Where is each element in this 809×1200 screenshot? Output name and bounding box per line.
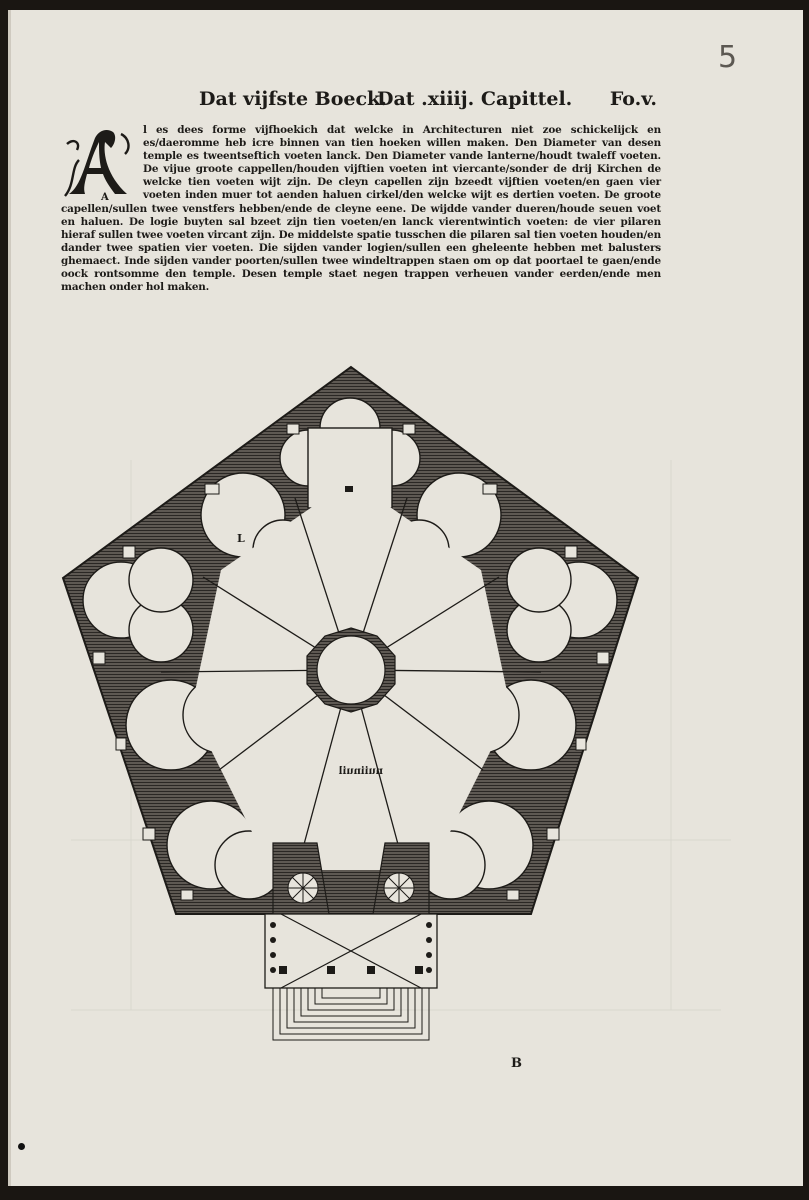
running-head-folio: Fo.v. xyxy=(609,88,657,110)
entrance-steps xyxy=(273,988,429,1040)
plan-label-l: L xyxy=(237,532,245,545)
signature-mark: B xyxy=(511,1056,522,1071)
pentagonal-temple-floor-plan xyxy=(11,10,803,1186)
pencil-folio-number: 5 xyxy=(718,40,738,75)
loggia-portico xyxy=(265,914,437,988)
ink-dot xyxy=(18,1143,25,1150)
central-lantern xyxy=(307,628,395,712)
altar-marker xyxy=(345,486,353,492)
spiral-stair-left-icon xyxy=(288,873,318,903)
running-head-book: Dat vijfste Boeck. xyxy=(199,88,387,110)
spiral-stair-right-icon xyxy=(384,873,414,903)
running-head-chapter: Dat .xiiij. Capittel. xyxy=(377,88,573,110)
book-page xyxy=(8,10,803,1186)
plan-label-mirrored: nuiinuil xyxy=(338,766,383,777)
initial-letter: A xyxy=(101,192,109,202)
chapter-paragraph: l es dees forme vijfhoekich dat welcke in Architecturen niet zoe schickelijck en es/daeromme heb icre binnen van tien hoeken willen maken. Den Diameter van desen temple es tweentseftich voeten lanck. Den Diameter vande lanterne/houdt twaleff voeten. De vijue groote cappellen/houden vijftien voeten int viercante/sonder de drij Kirchen de welcke tien voeten wijt zijn. De cleyn capellen zijn bzeedt vijftien voeten/en gaen vier voeten inden muer tot aenden haluen cirkel/den welcke wijt es dertien voeten. De groote capellen/sullen twee venstfers hebben/ende de cleyne eene. De wijdde vander dueren/houde seuen voet en haluen. De logie buyten sal bzeet zijn tien voeten/en lanck vierentwintich voeten: de vier pilaren hieraf sullen twee voeten vircant zijn. De middelste spatie tusschen die pilaren sal tien voeten houden/en dander twee spatien vier voeten. Die sijden vander logien/sullen een gheleente hebben met balusters ghemaect. Inde sijden vander poorten/sullen twee windeltrappen staen om op dat poortael te gaen/ende oock rontsomme den temple. Desen temple staet negen trappen verheuen vander eerden/ende men machen onder hol maken. xyxy=(61,124,661,294)
